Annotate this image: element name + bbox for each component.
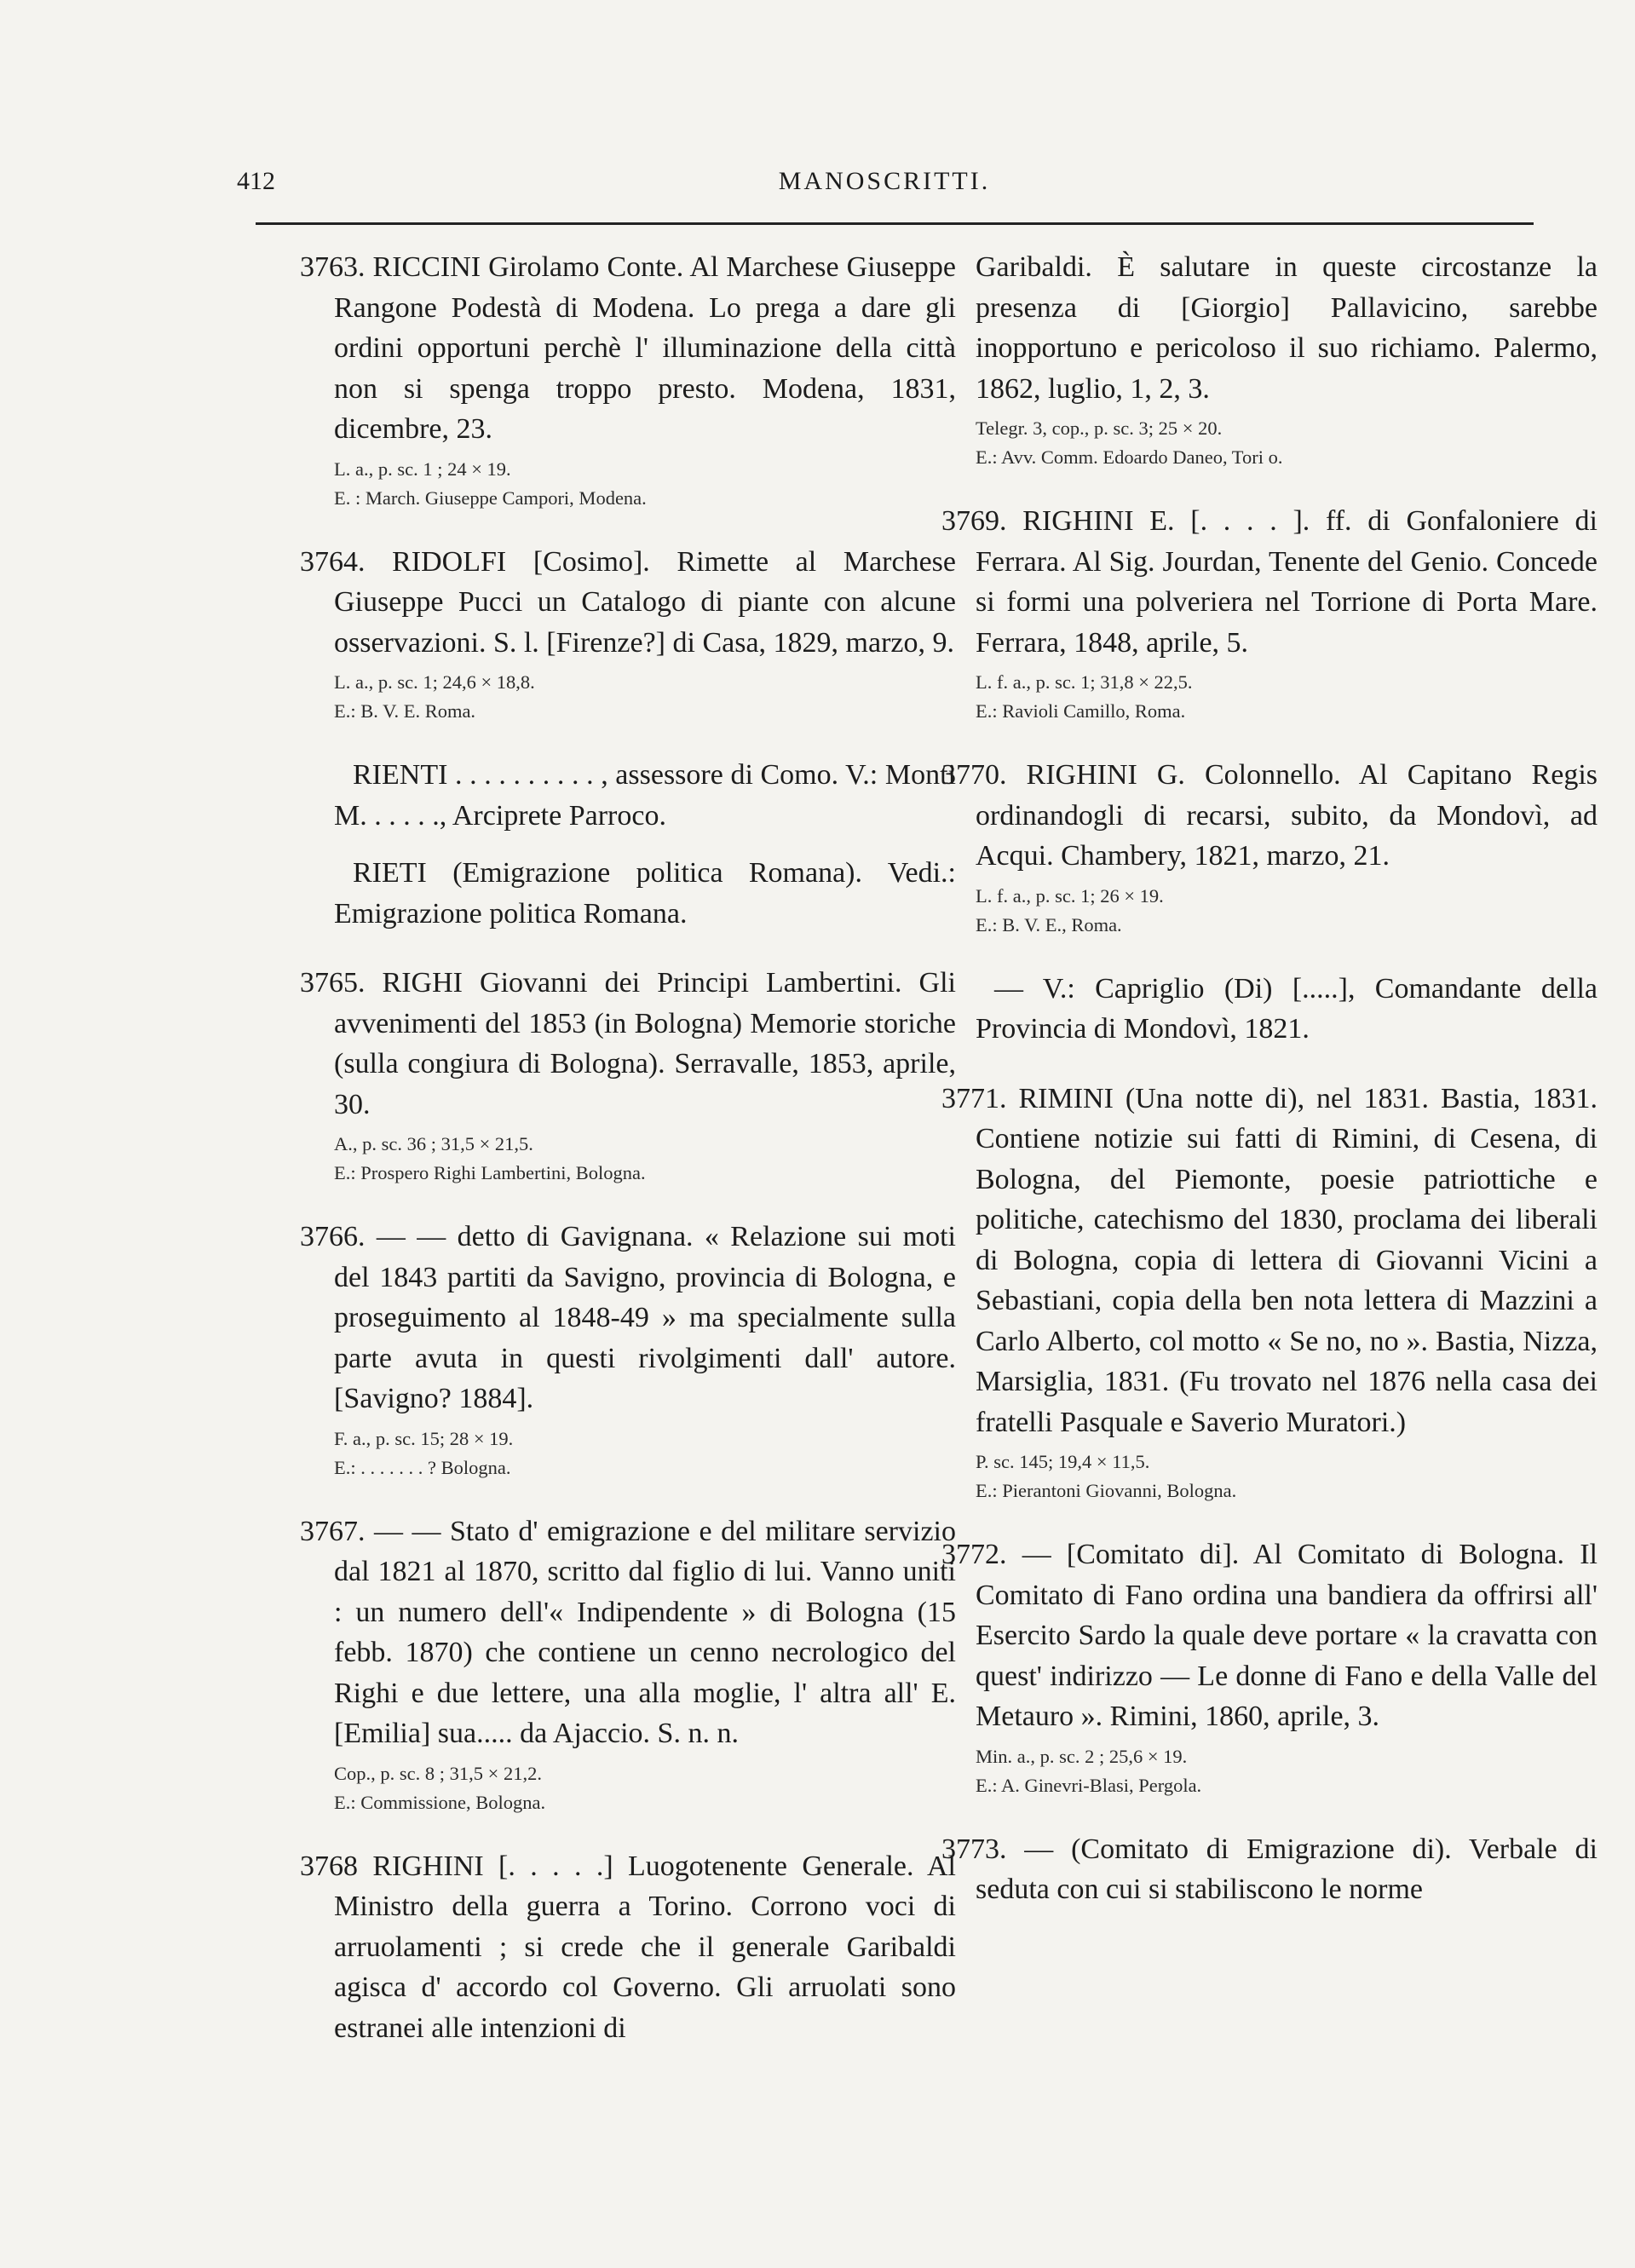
right-column <box>941 247 1598 1910</box>
catalog-entry: 3772. — [Comitato di]. Al Comitato di Bologna. Il Comitato di Fano ordina una bandiera da offrirsi all' Esercito Sardo la quale deve portare « la cravatta con quest' indirizzo — Le donne di Fano e della Valle del Metauro ». Rimini, 1860, aprile, 3. <box>941 1539 1598 1732</box>
entry-meta-line: E. : March. Giuseppe Campori, Modena. <box>334 486 647 509</box>
catalog-entry: 3767. — — Stato d' emigrazione e del militare servizio dal 1821 al 1870, scritto dal figlio di lui. Vanno uniti : un numero dell'« Indipendente » di Bologna (15 febb. 1870) che contiene un cenno necrologico del Righi e due lettere, una alla moglie, l' altra all' E. [Emilia] sua..... da Ajaccio. S. n. n. <box>300 1515 956 1749</box>
page-number: 412 <box>237 167 275 195</box>
entry-meta <box>941 882 1598 940</box>
entry-meta <box>941 414 1598 472</box>
entry-meta-line: E.: Commissione, Bologna. <box>334 1791 546 1813</box>
catalog-entry: 3768 RIGHINI [. . . . .] Luogotenente Generale. Al Ministro della guerra a Torino. Corrono voci di arruolamenti ; si crede che il generale Garibaldi agisca d' accordo col Governo. Gli arruolati sono estranei alle intenzioni di <box>300 1850 956 2044</box>
catalog-entry: 3771. RIMINI (Una notte di), nel 1831. Bastia, 1831. Contiene notizie sui fatti di Rimini, di Cesena, di Bologna, del Piemonte, poesie patriottiche e politiche, catechismo del 1830, proclama dei liberali di Bologna, copia di lettera di Giovanni Vicini a Sebastiani, copia della ben nota lettera di Mazzini a Carlo Alberto, col motto « Se no, no ». Bastia, Nizza, Marsiglia, 1831. (Fu trovato nel 1876 nella casa dei fratelli Pasquale e Saverio Muratori.) <box>941 1082 1598 1438</box>
entry-meta-line: E.: Avv. Comm. Edoardo Daneo, Tori o. <box>976 446 1283 468</box>
entry-meta-line: E.: Pierantoni Giovanni, Bologna. <box>976 1480 1237 1501</box>
entry-meta <box>300 1425 956 1482</box>
entry-meta-line: L. a., p. sc. 1 ; 24 × 19. <box>334 458 511 480</box>
entry-meta-line: E.: . . . . . . . ? Bologna. <box>334 1456 511 1478</box>
entry-continuation: Garibaldi. È salutare in queste circostanze la presenza di [Giorgio] Pallavicino, sarebbe inopportuno e pericoloso il suo richiamo. Palermo, 1862, luglio, 1, 2, 3. <box>976 251 1598 405</box>
catalog-entry: 3765. RIGHI Giovanni dei Principi Lambertini. Gli avvenimenti del 1853 (in Bologna) Memorie storiche (sulla congiura di Bologna). Serravalle, 1853, aprile, 30. <box>300 967 956 1120</box>
entry-meta-line: L. a., p. sc. 1; 24,6 × 18,8. <box>334 671 535 693</box>
entry-meta <box>941 1742 1598 1800</box>
entry-meta-line: Min. a., p. sc. 2 ; 25,6 × 19. <box>976 1745 1188 1767</box>
catalog-entry: 3769. RIGHINI E. [. . . . ]. ff. di Gonfaloniere di Ferrara. Al Sig. Jourdan, Tenente del Genio. Concede si formi una polveriera nel Torrione di Porta Mare. Ferrara, 1848, aprile, 5. <box>941 505 1598 659</box>
entry-meta <box>300 668 956 726</box>
entry-meta-line: L. f. a., p. sc. 1; 26 × 19. <box>976 884 1164 907</box>
entry-meta-line: Telegr. 3, cop., p. sc. 3; 25 × 20. <box>976 417 1223 439</box>
header-rule <box>256 222 1534 225</box>
entry-meta-line: A., p. sc. 36 ; 31,5 × 21,5. <box>334 1133 533 1154</box>
entry-meta-line: L. f. a., p. sc. 1; 31,8 × 22,5. <box>976 671 1193 693</box>
entry-meta-line: E.: B. V. E., Roma. <box>976 913 1122 935</box>
entry-meta <box>300 1759 956 1817</box>
catalog-entry: 3770. RIGHINI G. Colonnello. Al Capitano Regis ordinandogli di recarsi, subito, da Mondovì, ad Acqui. Chambery, 1821, marzo, 21. <box>941 759 1598 872</box>
cross-reference: RIETI (Emigrazione politica Romana). Vedi.: Emigrazione politica Romana. <box>334 857 956 930</box>
entry-meta <box>300 1130 956 1188</box>
entry-meta-line: F. a., p. sc. 15; 28 × 19. <box>334 1427 514 1449</box>
entry-meta-line: Cop., p. sc. 8 ; 31,5 × 21,2. <box>334 1762 542 1784</box>
catalog-entry: 3763. RICCINI Girolamo Conte. Al Marchese Giuseppe Rangone Podestà di Modena. Lo prega a dare gli ordini opportuni perchè l' illuminazione della città non si spenga troppo presto. Modena, 1831, dicembre, 23. <box>300 251 956 445</box>
left-column <box>300 247 956 2048</box>
entry-meta-line: E.: A. Ginevri-Blasi, Pergola. <box>976 1774 1202 1796</box>
entry-meta-line: E.: B. V. E. Roma. <box>334 700 476 722</box>
entry-meta-line: E.: Ravioli Camillo, Roma. <box>976 700 1186 722</box>
catalog-entry: 3773. — (Comitato di Emigrazione di). Verbale di seduta con cui si stabiliscono le norme <box>941 1833 1598 1905</box>
catalog-entry: 3766. — — detto di Gavignana. « Relazione sui moti del 1843 partiti da Savigno, provincia di Bologna, e proseguimento al 1848-49 » ma specialmente sulla parte avuta in questi rivolgimenti dall' autore. [Savigno? 1884]. <box>300 1221 956 1414</box>
cross-reference: — V.: Capriglio (Di) [.....], Comandante della Provincia di Mondovì, 1821. <box>976 972 1598 1045</box>
entry-meta <box>941 668 1598 726</box>
catalog-entry: 3764. RIDOLFI [Cosimo]. Rimette al Marchese Giuseppe Pucci un Catalogo di piante con alcune osservazioni. S. l. [Firenze?] di Casa, 1829, marzo, 9. <box>300 545 956 659</box>
entry-meta <box>300 455 956 513</box>
entry-meta-line: E.: Prospero Righi Lambertini, Bologna. <box>334 1162 646 1183</box>
entry-meta-line: P. sc. 145; 19,4 × 11,5. <box>976 1451 1150 1472</box>
running-head: MANOSCRITTI. <box>778 167 991 195</box>
cross-reference: RIENTI . . . . . . . . . . , assessore di Como. V.: Monti M. . . . . ., Arciprete Parroco. <box>334 759 956 832</box>
entry-meta <box>941 1448 1598 1505</box>
page-header <box>237 167 1532 210</box>
